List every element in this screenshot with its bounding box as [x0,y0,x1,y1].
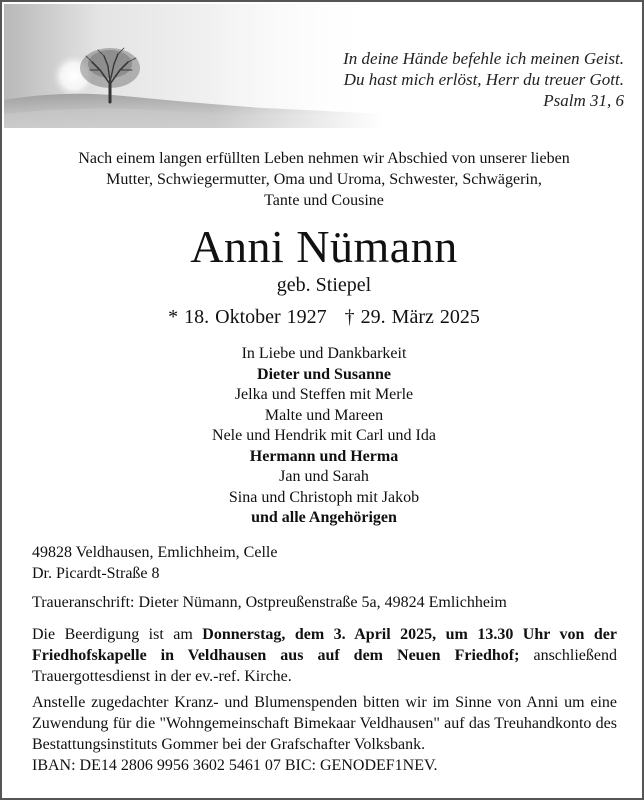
psalm-quote [343,48,624,111]
funeral-tail: anschließend Trauergottesdienst in der ev.-ref. Kirche. [32,647,617,685]
header [4,4,642,128]
maiden-name: geb. Stiepel [276,274,372,296]
bank-details: IBAN: DE14 2806 9956 3602 5461 07 BIC: GENODEF1NEV. [32,757,438,774]
funeral-details: Donnerstag, dem 3. April 2025, um 13.30 Uhr von der Friedhofskapelle in Veldhausen aus auf dem Neuen Friedhof; [32,626,617,664]
address-line-1: 49828 Veldhausen, Emlichheim, Celle [32,544,278,561]
deceased-name: Anni Nümann [190,221,458,272]
intro-line-3: Tante und Cousine [264,192,384,209]
address-line-2: Dr. Picardt-Straße 8 [32,565,160,582]
mourner-line: und alle Angehörigen [251,509,397,526]
psalm-reference: Psalm 31, 6 [543,91,624,110]
mourners-list [2,344,644,529]
life-dates [2,305,644,329]
funeral-lead: Die Beerdigung ist am [32,626,203,643]
mourner-line: Sina und Christoph mit Jakob [228,488,420,506]
donation-text: Anstelle zugedachter Kranz- und Blumenspenden bitten wir im Sinne von Anni um eine Zuwendung für die "Wohngemeinschaft Bimekaar Veldhausen" auf das Treuhandkonto des Bestattungsinstituts Gommer bei der Grafschafter Volksbank. [32,694,617,753]
intro-text [2,148,644,211]
donation-info [32,692,617,776]
mourner-line: Nele und Hendrik mit Carl und Ida [212,427,436,444]
death-date: † 29. März 2025 [344,306,480,328]
mourner-line: Hermann und Herma [249,447,399,465]
tree-landscape-image [4,4,384,128]
mourner-line: Jelka und Steffen mit Merle [234,386,414,403]
family-address [32,542,277,584]
psalm-line-1: In deine Hände befehle ich meinen Geist. [343,49,624,68]
mourner-line: Jan und Sarah [279,468,369,485]
funeral-info [32,624,617,687]
intro-line-1: Nach einem langen erfüllten Leben nehmen wir Abschied von unserer lieben [78,150,570,167]
trauer-address: Traueranschrift: Dieter Nümann, Ostpreußenstraße 5a, 49824 Emlichheim [32,594,507,611]
psalm-line-2: Du hast mich erlöst, Herr du treuer Gott. [343,70,624,89]
mourner-line: Dieter und Susanne [257,365,391,383]
intro-line-2: Mutter, Schwiegermutter, Oma und Uroma, Schwester, Schwägerin, [106,171,542,188]
mourner-line: Malte und Mareen [264,406,384,424]
mourner-line: In Liebe und Dankbarkeit [241,345,407,362]
birth-date: * 18. Oktober 1927 [168,306,327,328]
